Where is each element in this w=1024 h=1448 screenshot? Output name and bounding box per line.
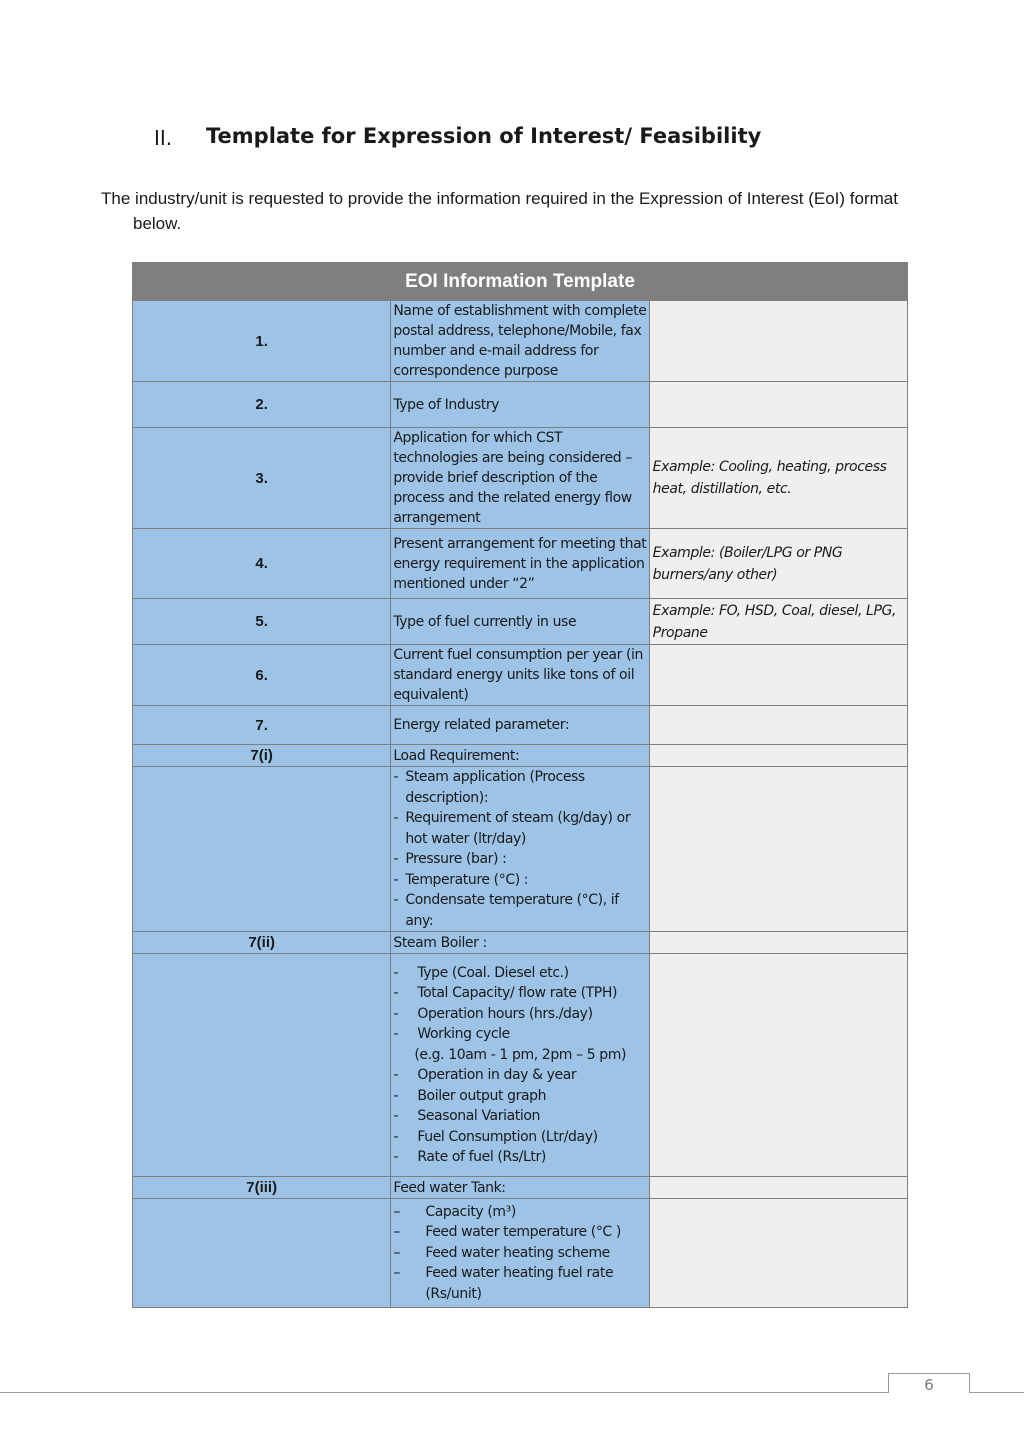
footer-rule bbox=[0, 1392, 888, 1393]
row-text: Name of establishment with complete postal address, telephone/Mobile, fax number and e-mail address for correspondence purpose bbox=[391, 301, 649, 382]
steam-boiler-list bbox=[393, 963, 648, 1168]
table-row bbox=[133, 745, 908, 767]
row-example bbox=[649, 954, 907, 1177]
row-number: 6. bbox=[133, 645, 391, 706]
row-example bbox=[649, 767, 907, 932]
row-number: 3. bbox=[133, 428, 391, 529]
list-item: - Operation hours (hrs./day) bbox=[393, 1004, 648, 1025]
row-text: Steam Boiler : bbox=[391, 932, 649, 954]
row-text: Present arrangement for meeting that energy requirement in the application mentioned under “2” bbox=[391, 529, 649, 599]
row-text bbox=[391, 954, 649, 1177]
row-text: Energy related parameter: bbox=[391, 706, 649, 745]
row-text: Type of fuel currently in use bbox=[391, 599, 649, 645]
row-example bbox=[649, 706, 907, 745]
table-row bbox=[133, 932, 908, 954]
table-row bbox=[133, 954, 908, 1177]
list-item: - Requirement of steam (kg/day) or hot water (ltr/day) bbox=[393, 808, 648, 849]
row-text: Application for which CST technologies are being considered – provide brief description of the process and the related energy flow arrangement bbox=[391, 428, 649, 529]
row-number: 2. bbox=[133, 382, 391, 428]
row-example bbox=[649, 1177, 907, 1199]
row-example bbox=[649, 645, 907, 706]
working-cycle-label: Working cycle bbox=[417, 1026, 510, 1042]
list-item: - Type (Coal. Diesel etc.) bbox=[393, 963, 648, 984]
row-number: 4. bbox=[133, 529, 391, 599]
feed-water-tank-list bbox=[393, 1202, 648, 1305]
row-number: 5. bbox=[133, 599, 391, 645]
table-row bbox=[133, 301, 908, 382]
table-row bbox=[133, 1199, 908, 1308]
list-item: - Boiler output graph bbox=[393, 1086, 648, 1107]
eoi-template-table bbox=[132, 262, 908, 1308]
row-number bbox=[133, 1199, 391, 1308]
section-number: II. bbox=[154, 126, 173, 150]
list-item: - Condensate temperature (°C), if any: bbox=[393, 890, 648, 931]
row-example bbox=[649, 382, 907, 428]
list-item: - Total Capacity/ flow rate (TPH) bbox=[393, 983, 648, 1004]
table-row bbox=[133, 645, 908, 706]
page-number: 6 bbox=[924, 1376, 934, 1394]
load-requirement-list bbox=[393, 767, 648, 931]
table-row bbox=[133, 599, 908, 645]
section-title: Template for Expression of Interest/ Feasibility bbox=[206, 124, 762, 148]
row-text: Type of Industry bbox=[391, 382, 649, 428]
row-number: 7(ii) bbox=[133, 932, 391, 954]
list-item: – Feed water heating fuel rate (Rs/unit) bbox=[393, 1263, 648, 1304]
row-number: 7(i) bbox=[133, 745, 391, 767]
row-example bbox=[649, 1199, 907, 1308]
row-example: Example: FO, HSD, Coal, diesel, LPG, Propane bbox=[649, 599, 907, 645]
list-item: – Capacity (m³) bbox=[393, 1202, 648, 1223]
row-example bbox=[649, 301, 907, 382]
working-cycle-detail: (e.g. 10am - 1 pm, 2pm – 5 pm) bbox=[414, 1046, 627, 1063]
list-item: – Feed water heating scheme bbox=[393, 1243, 648, 1264]
table-row bbox=[133, 1177, 908, 1199]
list-item: - Seasonal Variation bbox=[393, 1106, 648, 1127]
table-title: EOI Information Template bbox=[133, 263, 908, 301]
list-item: - Rate of fuel (Rs/Ltr) bbox=[393, 1147, 648, 1168]
row-example bbox=[649, 745, 907, 767]
list-item: - Fuel Consumption (Ltr/day) bbox=[393, 1127, 648, 1148]
row-number: 7(iii) bbox=[133, 1177, 391, 1199]
row-text: Current fuel consumption per year (in standard energy units like tons of oil equivalent) bbox=[391, 645, 649, 706]
list-item: – Feed water temperature (°C ) bbox=[393, 1222, 648, 1243]
table-row bbox=[133, 428, 908, 529]
row-example: Example: (Boiler/LPG or PNG burners/any other) bbox=[649, 529, 907, 599]
row-example: Example: Cooling, heating, process heat, distillation, etc. bbox=[649, 428, 907, 529]
row-text: Load Requirement: bbox=[391, 745, 649, 767]
row-text bbox=[391, 1199, 649, 1308]
list-item bbox=[393, 1024, 648, 1065]
list-item: - Operation in day & year bbox=[393, 1065, 648, 1086]
table-row bbox=[133, 382, 908, 428]
row-example bbox=[649, 932, 907, 954]
list-item: - Temperature (°C) : bbox=[393, 870, 648, 891]
row-number bbox=[133, 954, 391, 1177]
footer-rule bbox=[970, 1392, 1024, 1393]
table-row bbox=[133, 706, 908, 745]
table-row bbox=[133, 767, 908, 932]
row-number: 1. bbox=[133, 301, 391, 382]
row-number bbox=[133, 767, 391, 932]
row-text bbox=[391, 767, 649, 932]
intro-text: The industry/unit is requested to provide the information required in the Expression of Interest (EoI) format below. bbox=[101, 189, 898, 233]
table-row bbox=[133, 529, 908, 599]
row-text: Feed water Tank: bbox=[391, 1177, 649, 1199]
list-item: - Pressure (bar) : bbox=[393, 849, 648, 870]
list-item: - Steam application (Process description): bbox=[393, 767, 648, 808]
row-number: 7. bbox=[133, 706, 391, 745]
intro-paragraph bbox=[101, 186, 898, 236]
